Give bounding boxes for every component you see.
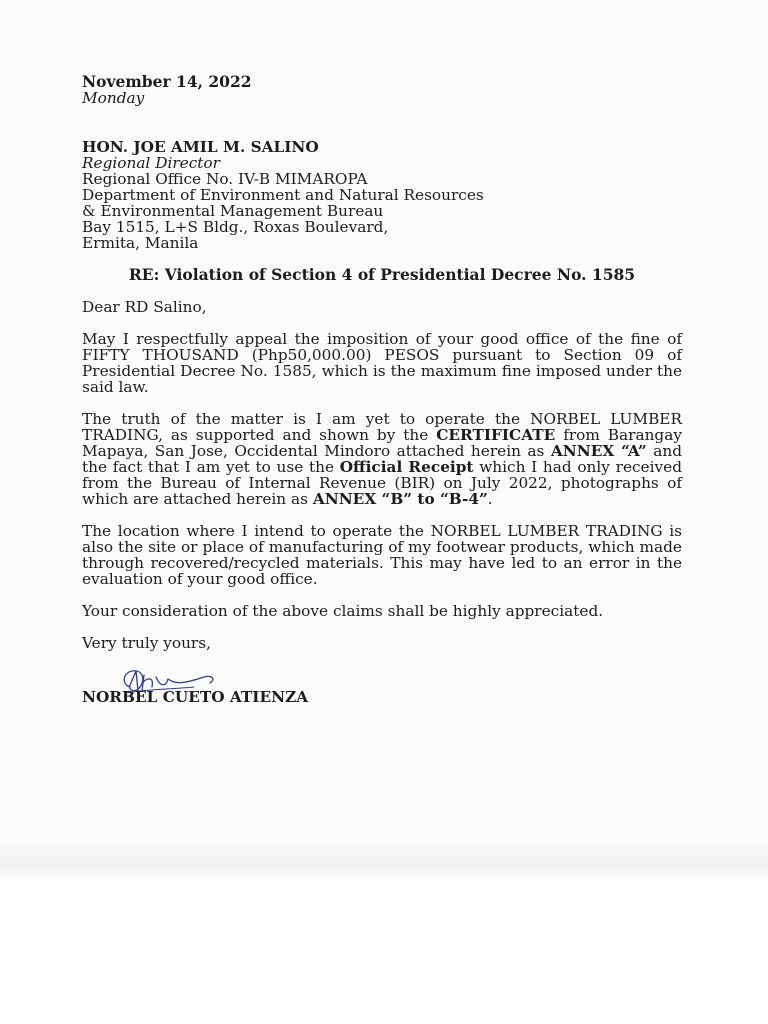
recipient-address-line: Ermita, Manila <box>82 234 199 252</box>
annex-b-ref: ANNEX “B” to “B-4” <box>312 490 488 508</box>
letter-date: November 14, 2022 <box>82 72 252 91</box>
paragraph-text: The truth of the matter is I am yet to operate the NORBEL LUMBER TRADING, as supported and shown by the <box>82 410 682 444</box>
recipient-address-line: Bay 1515, L+S Bldg., Roxas Boulevard, <box>82 218 389 236</box>
closing: Very truly yours, <box>82 634 211 652</box>
recipient-address-line: Department of Environment and Natural Resources <box>82 186 484 204</box>
paragraph-consideration: Your consideration of the above claims shall be highly appreciated. <box>82 602 604 620</box>
letter-body <box>82 74 682 705</box>
recipient-address-line: & Environmental Management Bureau <box>82 202 384 220</box>
recipient-title: Regional Director <box>82 154 220 172</box>
certificate-ref: CERTIFICATE <box>436 426 556 444</box>
paragraph-facts <box>82 411 682 507</box>
recipient-address-line: Regional Office No. IV-B MIMAROPA <box>82 170 368 188</box>
paragraph-text: . <box>487 490 493 508</box>
signatory-name: NORBEL CUETO ATIENZA <box>82 688 309 706</box>
paragraph-appeal: May I respectfully appeal the imposition of your good office of the fine of FIFTY THOUSAND (Php50,000.00) PESOS pursuant to Section 09 of Presidential Decree No. 1585, which is the maximum fine imposed under the said law. <box>82 330 682 396</box>
paragraph-text: and the fact that I am yet to use the <box>82 442 682 476</box>
recipient-block <box>82 139 682 251</box>
recipient-name: HON. JOE AMIL M. SALINO <box>82 138 319 156</box>
paragraph-text: which I had only received from the Bureau of Internal Revenue (BIR) on July 2022, photographs of which are attached herein as <box>82 458 682 508</box>
page-bottom-edge <box>0 846 768 880</box>
subject-line: RE: Violation of Section 4 of Presidential Decree No. 1585 <box>128 265 636 284</box>
annex-a-ref: ANNEX “A” <box>550 442 647 460</box>
official-receipt-ref: Official Receipt <box>339 458 474 476</box>
letter-weekday: Monday <box>82 89 145 107</box>
salutation: Dear RD Salino, <box>82 298 207 316</box>
paragraph-location: The location where I intend to operate the NORBEL LUMBER TRADING is also the site or place of manufacturing of my footwear products, which made through recovered/recycled materials. This may have led to an error in the evaluation of your good office. <box>82 522 682 588</box>
paragraph-text: from Barangay Mapaya, San Jose, Occidental Mindoro attached herein as <box>82 426 682 460</box>
signature-block <box>82 665 682 705</box>
